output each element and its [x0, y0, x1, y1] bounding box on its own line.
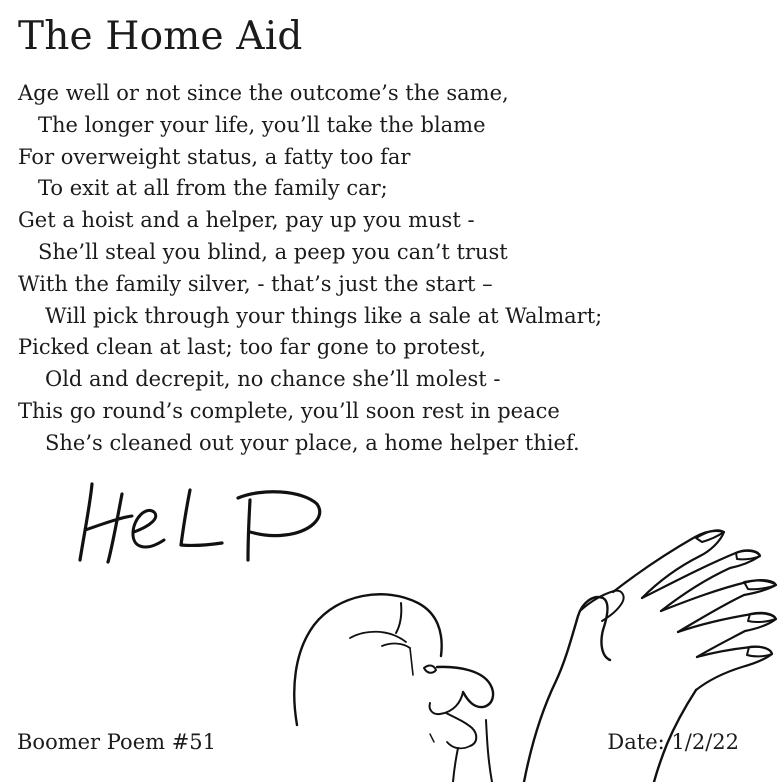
- poem-line: She’ll steal you blind, a peep you can’t trust: [38, 239, 508, 264]
- poem-line: This go round’s complete, you’ll soon rest in peace: [18, 398, 560, 423]
- handwritten-help: [80, 484, 320, 562]
- old-man-sketch: [294, 594, 493, 782]
- poem-title: The Home Aid: [18, 14, 303, 59]
- poem-line: Will pick through your things like a sale at Walmart;: [45, 303, 603, 328]
- poem-line: The longer your life, you’ll take the blame: [38, 112, 486, 137]
- poem-line: Age well or not since the outcome’s the same,: [18, 81, 509, 105]
- poem-line: Get a hoist and a helper, pay up you must -: [18, 208, 475, 233]
- poem-line: With the family silver, - that’s just the start –: [18, 271, 493, 296]
- poem-date: Date: 1/2/22: [607, 730, 739, 754]
- poem-line: For overweight status, a fatty too far: [18, 144, 411, 169]
- poem-stanza: [18, 78, 778, 460]
- poem-line: To exit at all from the family car;: [38, 176, 388, 201]
- poem-line: She’s cleaned out your place, a home helper thief.: [45, 430, 580, 455]
- poem-line: Picked clean at last; too far gone to protest,: [18, 335, 487, 360]
- poem-line: Old and decrepit, no chance she’ll molest -: [45, 367, 501, 392]
- poem-series-label: Boomer Poem #51: [17, 730, 217, 754]
